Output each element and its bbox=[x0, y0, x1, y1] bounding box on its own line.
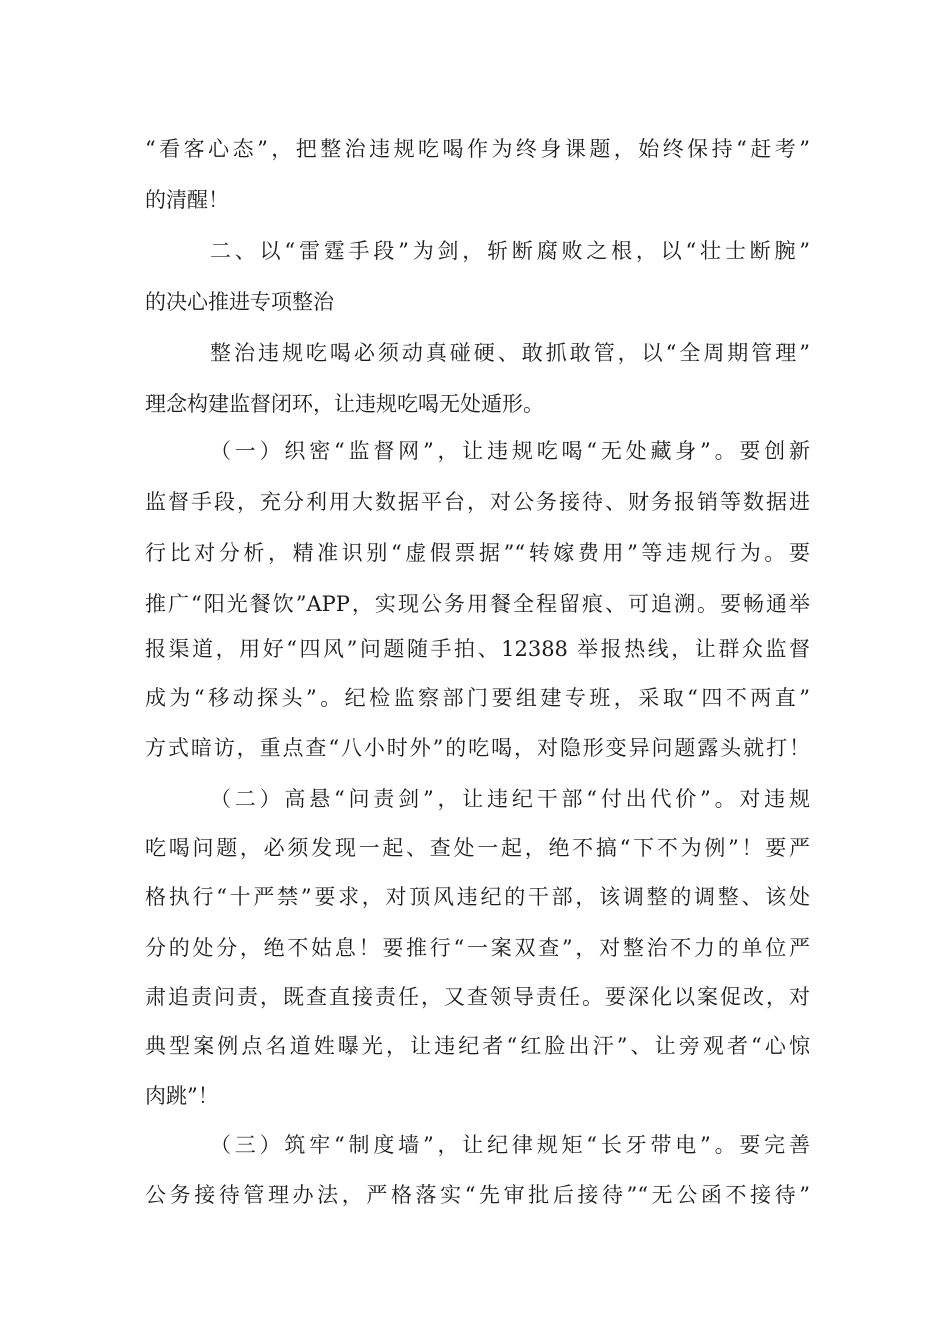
section-heading-line: 二、以“雷霆手段”为剑，斩断腐败之根，以“壮士断腕” bbox=[210, 239, 810, 263]
paragraph-line: 方式暗访，重点查“八小时外”的吃喝，对隐形变异问题露头就打！ bbox=[145, 736, 810, 760]
paragraph-line: 推广“阳光餐饮”APP，实现公务用餐全程留痕、可追溯。要畅通举 bbox=[145, 592, 810, 616]
paragraph-line: 行比对分析，精准识别“虚假票据”“转嫁费用”等违规行为。要 bbox=[145, 541, 810, 565]
section-heading-line: 的决心推进专项整治 bbox=[145, 290, 334, 314]
paragraph-line: （二）高悬“问责剑”，让违纪干部“付出代价”。对违规 bbox=[210, 787, 810, 811]
paragraph-line: 吃喝问题，必须发现一起、查处一起，绝不搞“下不为例”！要严 bbox=[145, 836, 810, 860]
paragraph-line: 分的处分，绝不姑息！要推行“一案双查”，对整治不力的单位严 bbox=[145, 936, 810, 960]
paragraph-line: 的清醒！ bbox=[145, 188, 229, 212]
paragraph-line: 格执行“十严禁”要求，对顶风违纪的干部，该调整的调整、该处 bbox=[145, 885, 810, 909]
paragraph-line: （一）织密“监督网”，让违规吃喝“无处藏身”。要创新 bbox=[210, 439, 810, 463]
paragraph-line: （三）筑牢“制度墙”，让纪律规矩“长牙带电”。要完善 bbox=[210, 1133, 810, 1157]
paragraph-line: 公务接待管理办法，严格落实“先审批后接待”“无公函不接待” bbox=[145, 1183, 810, 1207]
paragraph-line: 监督手段，充分利用大数据平台，对公务接待、财务报销等数据进 bbox=[145, 490, 810, 514]
paragraph-line: 成为“移动探头”。纪检监察部门要组建专班，采取“四不两直” bbox=[145, 686, 810, 710]
paragraph-line: 肃追责问责，既查直接责任，又查领导责任。要深化以案促改，对 bbox=[145, 985, 810, 1009]
paragraph-line: 整治违规吃喝必须动真碰硬、敢抓敢管，以“全周期管理” bbox=[210, 341, 810, 365]
paragraph-line: 肉跳”！ bbox=[145, 1084, 219, 1108]
paragraph-line: 典型案例点名道姓曝光，让违纪者“红脸出汗”、让旁观者“心惊 bbox=[145, 1034, 810, 1058]
paragraph-line: 理念构建监督闭环，让违规吃喝无处遁形。 bbox=[145, 392, 544, 416]
paragraph-line: “看客心态”，把整治违规吃喝作为终身课题，始终保持“赶考” bbox=[145, 137, 810, 161]
paragraph-line: 报渠道，用好“四风”问题随手拍、12388 举报热线，让群众监督 bbox=[145, 637, 810, 661]
